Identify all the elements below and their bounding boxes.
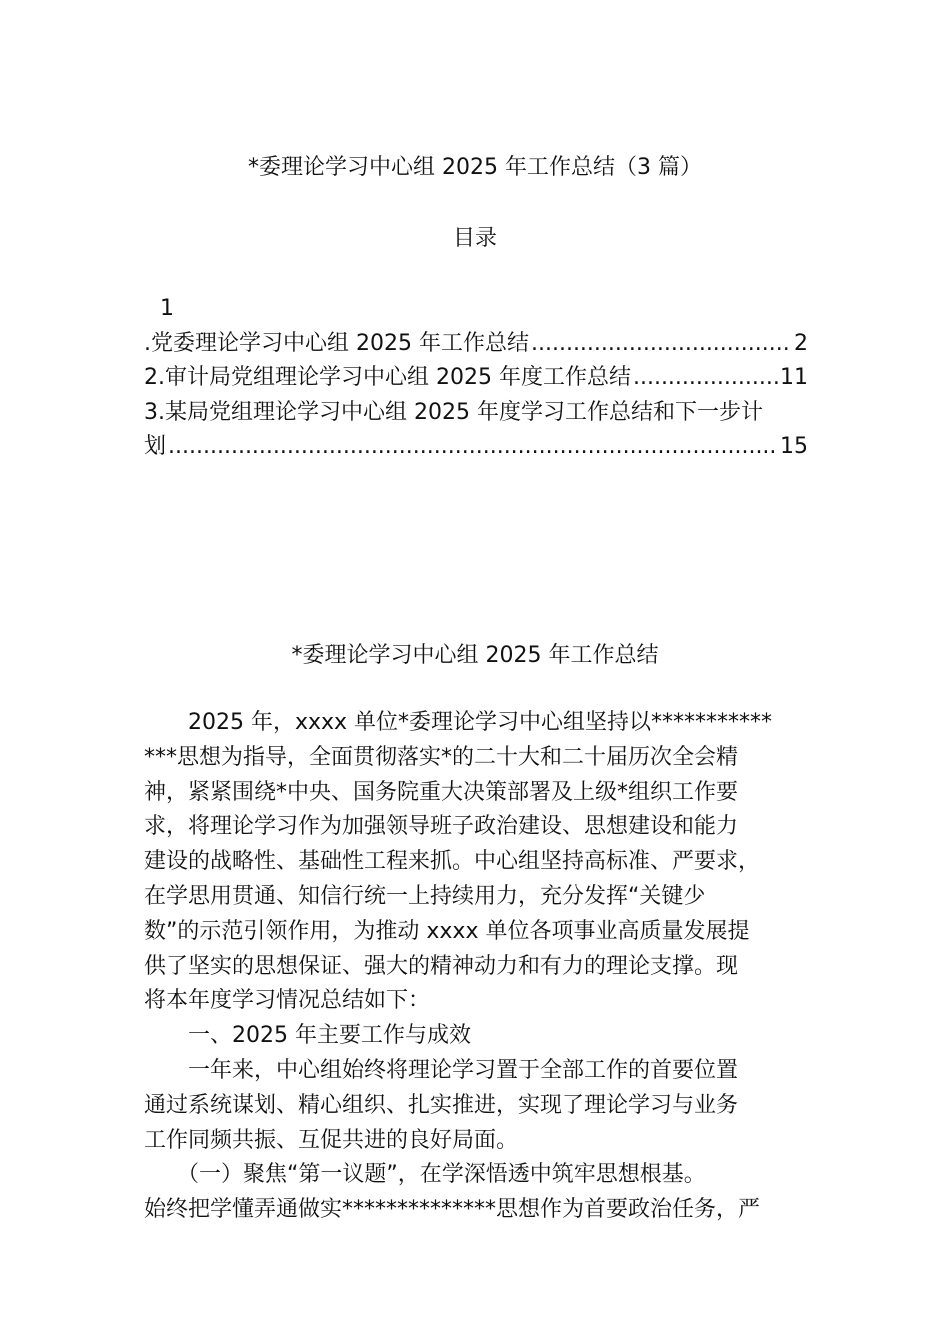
body-line: 神，紧紧围绕*中央、国务院重大决策部署及上级*组织工作要	[144, 779, 739, 805]
toc-entry-3-page: 15	[780, 434, 808, 459]
toc-entry-3-text: 3.某局党组理论学习中心组 2025 年度学习工作总结和下一步计	[144, 399, 763, 425]
body-line: 工作同频共振、互促共进的良好局面。	[144, 1127, 519, 1153]
body-line: 数”的示范引领作用，为推动 xxxx 单位各项事业高质量发展提	[144, 918, 750, 944]
body-line: 建设的战略性、基础性工程来抓。中心组坚持高标准、严要求，	[144, 849, 761, 875]
toc-dot-leader	[168, 430, 778, 465]
section-title: *委理论学习中心组 2025 年工作总结	[291, 643, 659, 668]
toc-entry-2-text: 2.审计局党组理论学习中心组 2025 年度工作总结	[144, 365, 631, 390]
toc-entry-1-number-line[interactable]	[144, 292, 808, 327]
toc-entry-3-text-continued: 划	[144, 434, 167, 459]
toc-dot-leader	[531, 327, 792, 362]
toc-entry-1-page: 2	[794, 330, 808, 356]
document-title: *委理论学习中心组 2025 年工作总结（3 篇）	[248, 155, 702, 180]
section-heading-line: 一、2025 年主要工作与成效	[144, 1023, 471, 1049]
body-line: ***思想为指导，全面贯彻落实*的二十大和二十届历次全会精	[144, 744, 739, 770]
toc-entry-3-continuation[interactable]	[144, 430, 808, 465]
toc-entry-3[interactable]	[144, 396, 808, 431]
body-line: 供了坚实的思想保证、强大的精神动力和有力的理论支撑。现	[144, 953, 739, 979]
toc-heading: 目录	[452, 226, 497, 251]
toc-entry-2[interactable]	[144, 361, 808, 396]
body-line: 2025 年，xxxx 单位*委理论学习中心组坚持以***********	[144, 710, 773, 735]
toc-entry-2-page: 11	[780, 365, 808, 390]
toc-entry-1-text: .党委理论学习中心组 2025 年工作总结	[144, 330, 529, 356]
body-line: 通过系统谋划、精心组织、扎实推进，实现了理论学习与业务	[144, 1092, 739, 1118]
table-of-contents	[144, 292, 808, 465]
toc-dot-leader	[633, 361, 778, 396]
body-text	[144, 706, 808, 1228]
body-line: 一年来，中心组始终将理论学习置于全部工作的首要位置	[144, 1057, 739, 1083]
body-line: 求，将理论学习作为加强领导班子政治建设、思想建设和能力	[144, 814, 739, 840]
toc-entry-1-number: 1	[160, 296, 174, 321]
toc-entry-1[interactable]	[144, 327, 808, 362]
subsection-heading-line: （一）聚焦“第一议题”，在学深悟透中筑牢思想根基。	[144, 1162, 706, 1188]
body-line: 将本年度学习情况总结如下：	[144, 988, 431, 1014]
body-line: 始终把学懂弄通做实**************思想作为首要政治任务，严	[144, 1197, 761, 1223]
body-line: 在学思用贯通、知信行统一上持续用力，充分发挥“关键少	[144, 883, 706, 909]
